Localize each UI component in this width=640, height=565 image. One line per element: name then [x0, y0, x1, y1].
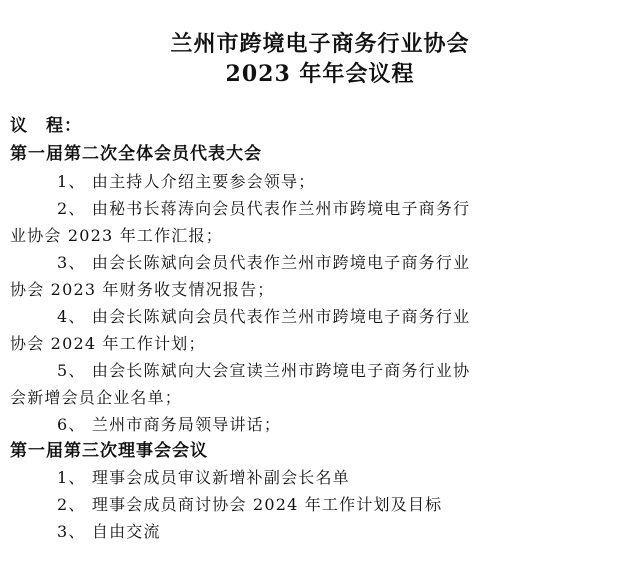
agenda-item: 1、 理事会成员审议新增补副会长名单 [57, 468, 350, 487]
agenda-item-continuation: 协会 2023 年财务收支情况报告； [10, 280, 275, 299]
agenda-item: 4、 由会长陈斌向会员代表作兰州市跨境电子商务行业 [57, 307, 471, 326]
agenda-item-continuation: 会新增会员企业名单； [10, 388, 183, 407]
agenda-label: 议 程： [10, 116, 82, 136]
agenda-item: 3、 由会长陈斌向会员代表作兰州市跨境电子商务行业 [57, 253, 471, 272]
agenda-item: 5、 由会长陈斌向大会宣读兰州市跨境电子商务行业协 [57, 361, 471, 380]
agenda-item: 2、 理事会成员商讨协会 2024 年工作计划及目标 [57, 495, 443, 514]
agenda-item: 6、 兰州市商务局领导讲话； [57, 415, 282, 434]
agenda-item: 1、 由主持人介绍主要参会领导； [57, 172, 316, 191]
document-title-line1: 兰州市跨境电子商务行业协会 [170, 31, 470, 57]
section-heading: 第一届第二次全体会员代表大会 [10, 144, 262, 164]
agenda-item-continuation: 协会 2024 年工作计划； [10, 334, 206, 353]
section-heading: 第一届第三次理事会会议 [10, 441, 208, 461]
agenda-item: 2、 由秘书长蒋涛向会员代表作兰州市跨境电子商务行 [57, 199, 471, 218]
agenda-item-continuation: 业协会 2023 年工作汇报； [10, 226, 223, 245]
agenda-item: 3、 自由交流 [57, 522, 161, 541]
document-title-line2: 2023 年年会议程 [225, 61, 415, 87]
